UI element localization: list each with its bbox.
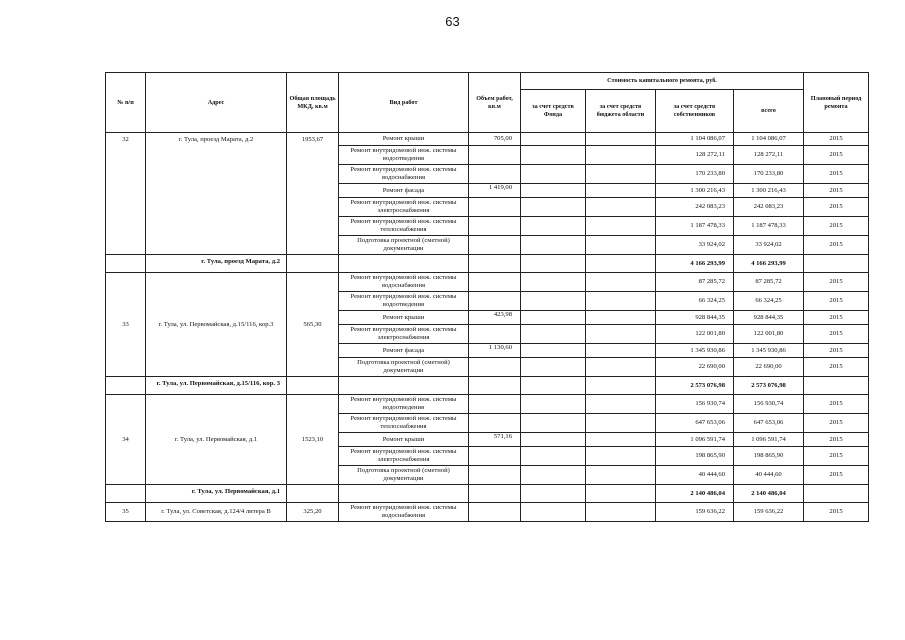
cost-region <box>586 198 656 217</box>
work-period: 2015 <box>804 325 869 344</box>
cost-region <box>586 165 656 184</box>
work-type: Ремонт крыши <box>339 311 469 325</box>
header-work-type: Вид работ <box>339 73 469 133</box>
work-period: 2015 <box>804 217 869 236</box>
row-number: 35 <box>106 503 146 522</box>
row-area: 325,20 <box>287 503 339 522</box>
cost-owners: 170 233,80 <box>656 165 734 184</box>
work-volume <box>469 414 521 433</box>
subtotal-num <box>106 377 146 395</box>
cost-total: 33 924,02 <box>734 236 804 255</box>
work-period: 2015 <box>804 358 869 377</box>
cost-region <box>586 217 656 236</box>
cost-owners: 159 636,22 <box>656 503 734 522</box>
work-type: Ремонт внутридомовой инж. системы электроснабжения <box>339 447 469 466</box>
cost-region <box>586 447 656 466</box>
cost-region <box>586 236 656 255</box>
header-cost-group: Стоимость капитального ремонта, руб. <box>521 73 804 90</box>
cost-fund <box>521 184 586 198</box>
cost-owners: 128 272,11 <box>656 146 734 165</box>
cost-total: 928 844,35 <box>734 311 804 325</box>
subtotal-num <box>106 255 146 273</box>
row-address: г. Тула, ул. Первомайская, д.15/116, кор.3 <box>146 273 287 377</box>
cost-region <box>586 146 656 165</box>
work-volume: 423,98 <box>469 311 521 325</box>
work-period: 2015 <box>804 236 869 255</box>
cost-fund <box>521 198 586 217</box>
cost-total: 242 083,23 <box>734 198 804 217</box>
work-volume <box>469 165 521 184</box>
row-area: 1953,67 <box>287 133 339 255</box>
header-address: Адрес <box>146 73 287 133</box>
cost-owners: 156 930,74 <box>656 395 734 414</box>
subtotal-label: г. Тула, ул. Первомайская, д.1 <box>146 485 287 503</box>
cost-fund <box>521 273 586 292</box>
work-period: 2015 <box>804 433 869 447</box>
work-period: 2015 <box>804 311 869 325</box>
cost-fund <box>521 503 586 522</box>
capital-repair-table <box>105 72 869 522</box>
cost-total: 1 104 086,07 <box>734 133 804 146</box>
work-volume <box>469 198 521 217</box>
cost-owners: 1 096 591,74 <box>656 433 734 447</box>
cost-fund <box>521 358 586 377</box>
cost-region <box>586 344 656 358</box>
work-volume: 705,00 <box>469 133 521 146</box>
cost-region <box>586 133 656 146</box>
work-period: 2015 <box>804 447 869 466</box>
cost-total: 40 444,60 <box>734 466 804 485</box>
work-period: 2015 <box>804 146 869 165</box>
cost-owners: 647 653,06 <box>656 414 734 433</box>
work-type: Ремонт крыши <box>339 133 469 146</box>
cost-region <box>586 358 656 377</box>
work-volume: 571,16 <box>469 433 521 447</box>
row-address: г. Тула, проезд Марата, д.2 <box>146 133 287 255</box>
work-period: 2015 <box>804 395 869 414</box>
row-number: 34 <box>106 395 146 485</box>
work-volume <box>469 146 521 165</box>
row-number: 32 <box>106 133 146 255</box>
cost-owners: 33 924,02 <box>656 236 734 255</box>
cost-owners: 928 844,35 <box>656 311 734 325</box>
cost-region <box>586 292 656 311</box>
work-type: Ремонт внутридомовой инж. системы водоснабжения <box>339 273 469 292</box>
cost-fund <box>521 447 586 466</box>
subtotal-owners: 4 166 293,99 <box>656 255 734 273</box>
work-period: 2015 <box>804 273 869 292</box>
cost-owners: 122 001,80 <box>656 325 734 344</box>
cost-owners: 1 187 478,33 <box>656 217 734 236</box>
subtotal-owners: 2 573 076,98 <box>656 377 734 395</box>
cost-total: 22 690,00 <box>734 358 804 377</box>
work-period: 2015 <box>804 292 869 311</box>
row-area: 565,30 <box>287 273 339 377</box>
cost-total: 647 653,06 <box>734 414 804 433</box>
cost-fund <box>521 311 586 325</box>
subtotal-total: 2 140 486,04 <box>734 485 804 503</box>
work-volume: 1 419,00 <box>469 184 521 198</box>
subtotal-row <box>106 485 869 503</box>
cost-region <box>586 184 656 198</box>
cost-fund <box>521 217 586 236</box>
work-type: Ремонт внутридомовой инж. системы водоснабжения <box>339 165 469 184</box>
work-period: 2015 <box>804 344 869 358</box>
cost-owners: 66 324,25 <box>656 292 734 311</box>
row-area: 1523,10 <box>287 395 339 485</box>
cost-fund <box>521 466 586 485</box>
work-type: Ремонт внутридомовой инж. системы электроснабжения <box>339 325 469 344</box>
work-type: Подготовка проектной (сметной) документации <box>339 466 469 485</box>
cost-region <box>586 414 656 433</box>
work-period: 2015 <box>804 198 869 217</box>
work-type: Ремонт внутридомовой инж. системы теплоснабжения <box>339 217 469 236</box>
subtotal-num <box>106 485 146 503</box>
subtotal-row <box>106 255 869 273</box>
cost-total: 87 285,72 <box>734 273 804 292</box>
work-period: 2015 <box>804 165 869 184</box>
cost-owners: 1 345 930,86 <box>656 344 734 358</box>
work-volume: 1 130,60 <box>469 344 521 358</box>
cost-region <box>586 466 656 485</box>
cost-total: 1 187 478,33 <box>734 217 804 236</box>
row-address: г. Тула, ул. Советская, д.124/4 литера В <box>146 503 287 522</box>
work-type: Ремонт крыши <box>339 433 469 447</box>
subtotal-total: 2 573 076,98 <box>734 377 804 395</box>
row-address: г. Тула, ул. Первомайская, д.1 <box>146 395 287 485</box>
work-volume <box>469 273 521 292</box>
cost-region <box>586 311 656 325</box>
header-volume: Объем работ, кв.м <box>469 73 521 133</box>
cost-owners: 242 083,23 <box>656 198 734 217</box>
header-fund: за счет средств Фонда <box>521 90 586 133</box>
cost-total: 122 001,80 <box>734 325 804 344</box>
cost-fund <box>521 344 586 358</box>
cost-total: 198 865,90 <box>734 447 804 466</box>
work-period: 2015 <box>804 184 869 198</box>
cost-fund <box>521 236 586 255</box>
work-volume <box>469 395 521 414</box>
work-type: Ремонт внутридомовой инж. системы электроснабжения <box>339 198 469 217</box>
cost-total: 170 233,80 <box>734 165 804 184</box>
subtotal-label: г. Тула, ул. Первомайская, д.15/116, кор. 3 <box>146 377 287 395</box>
work-volume <box>469 447 521 466</box>
work-volume <box>469 292 521 311</box>
row-number: 33 <box>106 273 146 377</box>
cost-owners: 87 285,72 <box>656 273 734 292</box>
cost-region <box>586 503 656 522</box>
cost-total: 66 324,25 <box>734 292 804 311</box>
work-volume <box>469 466 521 485</box>
cost-fund <box>521 292 586 311</box>
cost-fund <box>521 395 586 414</box>
cost-fund <box>521 325 586 344</box>
header-period: Плановый период ремонта <box>804 73 869 133</box>
work-type: Ремонт фасада <box>339 184 469 198</box>
header-area: Общая площадь МКД, кв.м <box>287 73 339 133</box>
header-num: № п/п <box>106 73 146 133</box>
header-region: за счет средств бюджета области <box>586 90 656 133</box>
work-type: Ремонт внутридомовой инж. системы водоотведения <box>339 146 469 165</box>
cost-total: 1 300 216,43 <box>734 184 804 198</box>
cost-fund <box>521 146 586 165</box>
work-volume <box>469 217 521 236</box>
cost-owners: 40 444,60 <box>656 466 734 485</box>
cost-total: 128 272,11 <box>734 146 804 165</box>
work-volume <box>469 358 521 377</box>
subtotal-total: 4 166 293,99 <box>734 255 804 273</box>
cost-owners: 1 104 086,07 <box>656 133 734 146</box>
work-type: Ремонт внутридомовой инж. системы водоотведения <box>339 292 469 311</box>
work-type: Ремонт внутридомовой инж. системы водоснабжения <box>339 503 469 522</box>
header-owners: за счет средств собственников <box>656 90 734 133</box>
work-volume <box>469 325 521 344</box>
work-period: 2015 <box>804 466 869 485</box>
work-type: Подготовка проектной (сметной) документации <box>339 236 469 255</box>
cost-fund <box>521 165 586 184</box>
header-total: всего <box>734 90 804 133</box>
cost-region <box>586 433 656 447</box>
work-type: Ремонт внутридомовой инж. системы теплоснабжения <box>339 414 469 433</box>
cost-owners: 198 865,90 <box>656 447 734 466</box>
cost-total: 1 345 930,86 <box>734 344 804 358</box>
subtotal-label: г. Тула, проезд Марата, д.2 <box>146 255 287 273</box>
cost-region <box>586 325 656 344</box>
work-period: 2015 <box>804 133 869 146</box>
cost-total: 1 096 591,74 <box>734 433 804 447</box>
cost-region <box>586 395 656 414</box>
work-period: 2015 <box>804 503 869 522</box>
subtotal-row <box>106 377 869 395</box>
cost-fund <box>521 133 586 146</box>
work-type: Ремонт фасада <box>339 344 469 358</box>
page-number: 63 <box>445 14 460 29</box>
work-volume <box>469 236 521 255</box>
work-volume <box>469 503 521 522</box>
cost-owners: 22 690,00 <box>656 358 734 377</box>
cost-fund <box>521 414 586 433</box>
work-type: Подготовка проектной (сметной) документации <box>339 358 469 377</box>
work-period: 2015 <box>804 414 869 433</box>
cost-owners: 1 300 216,43 <box>656 184 734 198</box>
work-type: Ремонт внутридомовой инж. системы водоотведения <box>339 395 469 414</box>
cost-total: 159 636,22 <box>734 503 804 522</box>
subtotal-owners: 2 140 486,04 <box>656 485 734 503</box>
cost-total: 156 930,74 <box>734 395 804 414</box>
cost-region <box>586 273 656 292</box>
cost-fund <box>521 433 586 447</box>
